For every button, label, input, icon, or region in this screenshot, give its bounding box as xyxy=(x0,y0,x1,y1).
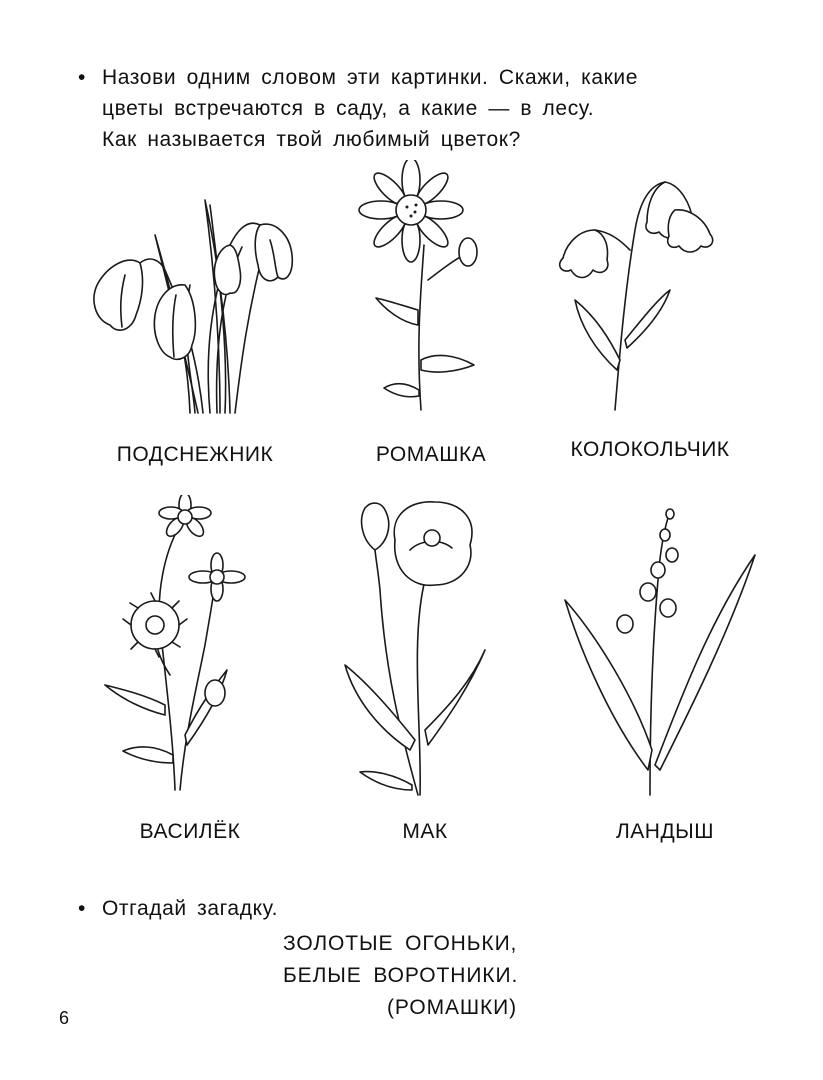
chamomile-illustration xyxy=(306,160,556,420)
flower-label-cornflower: ВАСИЛЁК xyxy=(139,820,241,843)
lily-of-the-valley-illustration xyxy=(540,500,790,800)
task-1 xyxy=(78,62,638,155)
bellflower-illustration xyxy=(525,170,775,420)
poppy-illustration xyxy=(300,490,550,800)
task-1-line: цветы встречаются в саду, а какие — в лесу. xyxy=(102,97,595,120)
flower-card-snowdrop xyxy=(70,185,320,475)
bullet: • xyxy=(78,66,86,89)
flower-label-bellflower: КОЛОКОЛЬЧИК xyxy=(570,438,730,461)
flower-card-lily-of-the-valley xyxy=(540,500,790,855)
page-number: 6 xyxy=(59,1008,70,1028)
bullet: • xyxy=(78,897,86,920)
cornflower-illustration xyxy=(65,495,315,795)
flower-label-lily-of-the-valley: ЛАНДЫШ xyxy=(615,820,714,843)
flower-card-chamomile xyxy=(306,160,556,475)
flower-label-chamomile: РОМАШКА xyxy=(375,443,487,466)
task-1-line: Назови одним словом эти картинки. Скажи, какие xyxy=(102,66,638,89)
flower-card-bellflower xyxy=(525,170,775,475)
flower-label-poppy: МАК xyxy=(402,820,448,843)
task-1-line: Как называется твой любимый цветок? xyxy=(102,128,521,151)
snowdrop-illustration xyxy=(70,185,320,425)
task-1-text xyxy=(102,62,638,155)
riddle-line: ЗОЛОТЫЕ ОГОНЬКИ, xyxy=(283,932,518,955)
task-2-text xyxy=(102,893,278,924)
task-2-line: Отгадай загадку. xyxy=(102,897,279,920)
task-2 xyxy=(78,893,278,924)
riddle-answer: (РОМАШКИ) xyxy=(387,996,518,1019)
riddle-line: БЕЛЫЕ ВОРОТНИКИ. xyxy=(283,964,519,987)
flower-card-cornflower xyxy=(65,495,315,855)
flower-label-snowdrop: ПОДСНЕЖНИК xyxy=(116,443,274,466)
flower-card-poppy xyxy=(300,490,550,855)
riddle xyxy=(283,928,518,1024)
